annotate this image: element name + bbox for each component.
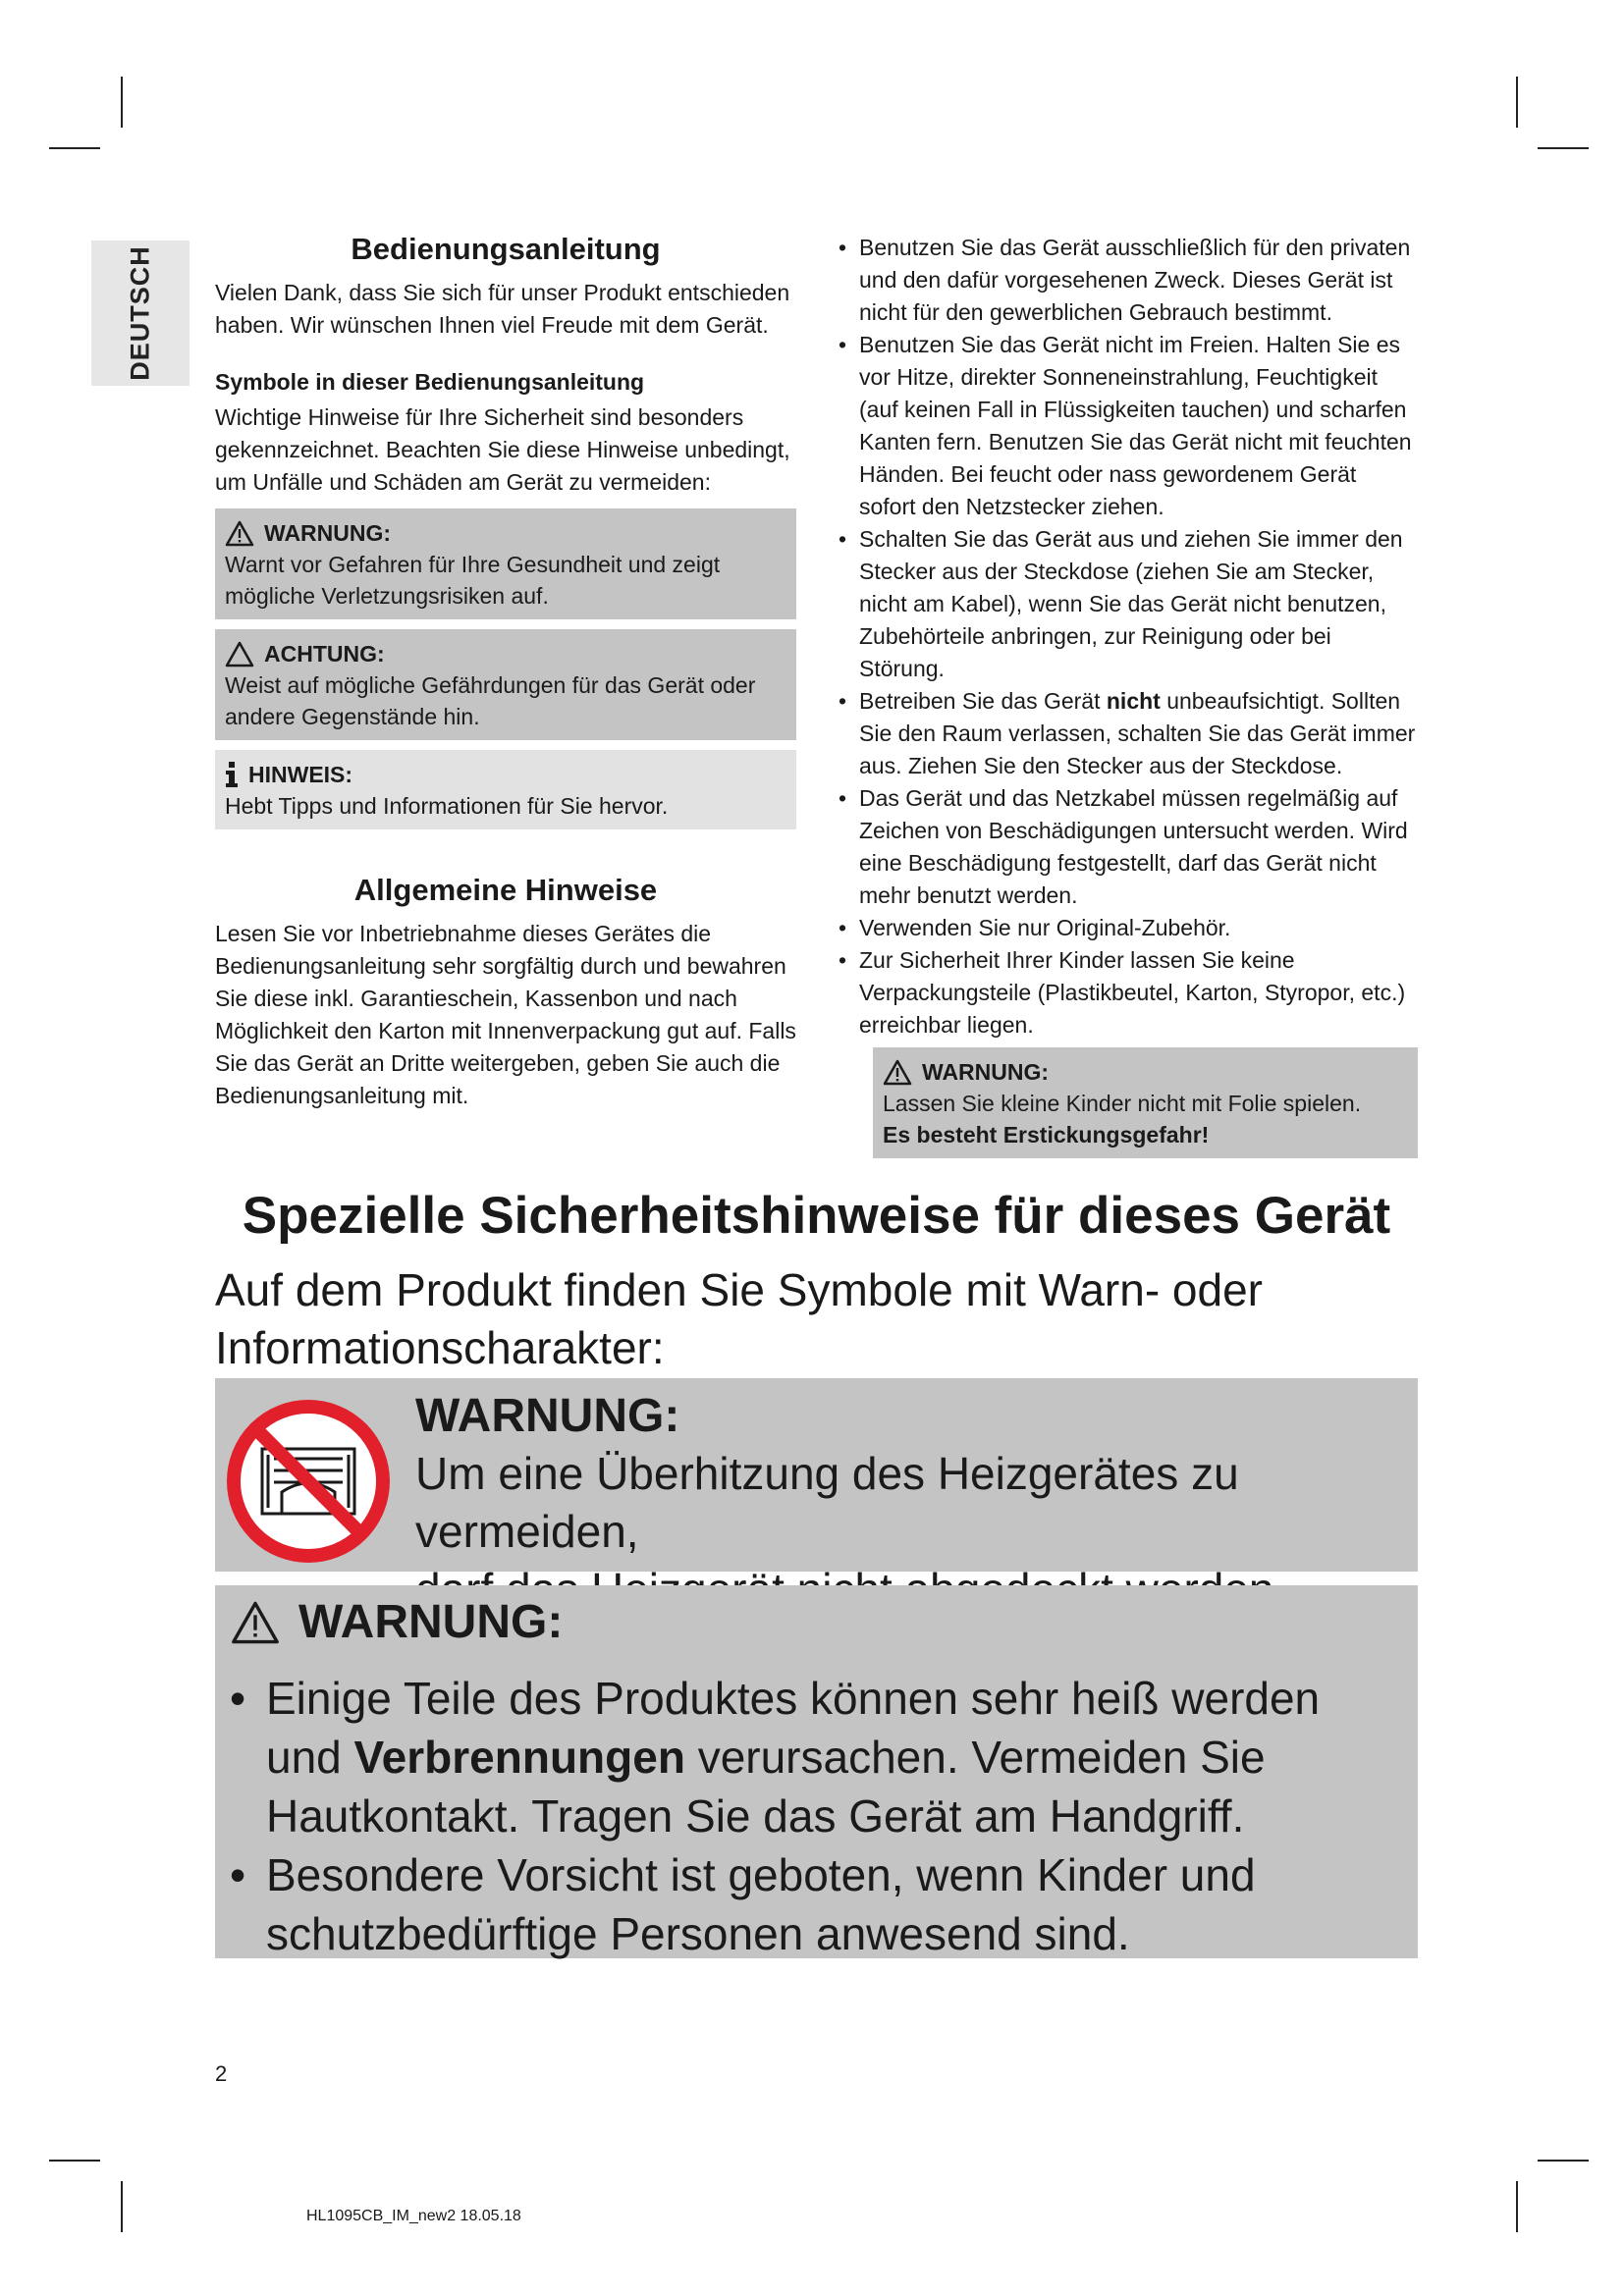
list-item: • Das Gerät und das Netzkabel müssen regelmäßig auf Zeichen von Beschädigungen untersucht werden. Wird eine Beschädigung festgestellt, darf das Gerät nicht mehr benutzt werden. (837, 782, 1418, 912)
special-safety-intro: Auf dem Produkt finden Sie Symbole mit Warn- oder Informationscharakter: (215, 1264, 1263, 1373)
cover-warning-box (215, 1378, 1418, 1572)
child-warning-label: WARNUNG: (922, 1059, 1050, 1085)
warnung-box (215, 508, 796, 619)
list-item: • Benutzen Sie das Gerät ausschließlich für den privaten und den dafür vorgesehenen Zweck. Dieses Gerät ist nicht für den gewerblichen Gebrauch bestimmt. (837, 232, 1418, 329)
list-item-text: verursachen. Vermeiden Sie Hautkontakt. Tragen Sie das Gerät am Handgriff. (266, 1732, 1266, 1842)
warnung-label: WARNUNG: (264, 520, 392, 546)
crop-mark (121, 2181, 123, 2232)
achtung-box (215, 629, 796, 740)
list-item-text: unbeaufsichtigt. Sollten Sie den Raum verlassen, schalten Sie das Gerät immer aus. Ziehen Sie den Stecker aus der Steckdose. (859, 688, 1416, 778)
list-item: • Verwenden Sie nur Original-Zubehör. (837, 912, 1418, 944)
hot-surface-warning-box (215, 1585, 1418, 1958)
warnung-text: Warnt vor Gefahren für Ihre Gesundheit und zeigt mögliche Verletzungsrisiken auf. (225, 552, 721, 609)
hot-surface-warning-label: WARNUNG: (298, 1596, 564, 1648)
language-tab (91, 240, 189, 386)
safety-bullet-list (837, 232, 1418, 1041)
list-item: • Benutzen Sie das Gerät nicht im Freien. Halten Sie es vor Hitze, direkter Sonneneinstrahlung, Feuchtigkeit (auf keinen Fall in Flüssigkeiten tauchen) und scharfen Kanten fern. Benutzen Sie das Gerät nicht mit feuchten Händen. Bei feucht oder nass gewordenem Gerät sofort den Netzstecker ziehen. (837, 329, 1418, 523)
crop-mark (1516, 77, 1518, 128)
cover-warning-label: WARNUNG: (415, 1390, 680, 1442)
hinweis-box (215, 750, 796, 829)
list-item (230, 1669, 1393, 1845)
cover-warning-line: Um eine Überhitzung des Heizgerätes zu vermeiden, (415, 1448, 1239, 1557)
hot-surface-bullet-list (230, 1669, 1393, 1963)
warning-triangle-icon (225, 520, 254, 547)
warning-triangle-icon (230, 1600, 281, 1645)
hinweis-label: HINWEIS: (248, 762, 353, 787)
do-not-cover-icon (225, 1398, 392, 1565)
list-item-text: Betreiben Sie das Gerät (859, 688, 1107, 714)
crop-mark (1538, 147, 1589, 149)
footer-code: HL1095CB_IM_new2 18.05.18 (306, 2208, 521, 2224)
hinweis-text: Hebt Tipps und Informationen für Sie hervor. (225, 793, 669, 819)
list-item: • Schalten Sie das Gerät aus und ziehen Sie immer den Stecker aus der Steckdose (ziehen Sie am Stecker, nicht am Kabel), wenn Sie das Gerät nicht benutzen, Zubehörteile anbringen, zur Reinigung oder bei Störung. (837, 523, 1418, 685)
right-column (837, 232, 1418, 1158)
crop-mark (1538, 2160, 1589, 2162)
left-column (215, 232, 796, 1112)
list-item-text: Einige Teile des Produktes können sehr heiß werden und (266, 1673, 1321, 1783)
symbols-heading: Symbole in dieser Bedienungsanleitung (215, 369, 645, 395)
child-warning-emphasis: Es besteht Erstickungsgefahr! (883, 1122, 1210, 1148)
achtung-label: ACHTUNG: (264, 641, 385, 667)
intro-text: Vielen Dank, dass Sie sich für unser Produkt entschieden haben. Wir wünschen Ihnen viel Freude mit dem Gerät. (215, 280, 790, 338)
page-number: 2 (215, 2061, 228, 2086)
crop-mark (1516, 2181, 1518, 2232)
crop-mark (49, 147, 100, 149)
achtung-text: Weist auf mögliche Gefährdungen für das Gerät oder andere Gegenstände hin. (225, 672, 756, 729)
child-warning-box (873, 1047, 1418, 1158)
symbols-text: Wichtige Hinweise für Ihre Sicherheit sind besonders gekennzeichnet. Beachten Sie diese Hinweise unbedingt, um Unfälle und Schäden am Gerät zu vermeiden: (215, 404, 790, 495)
child-warning-text: Lassen Sie kleine Kinder nicht mit Folie spielen. (883, 1091, 1362, 1116)
special-safety-title: Spezielle Sicherheitshinweise für dieses Gerät (242, 1187, 1391, 1245)
warning-triangle-icon (883, 1059, 912, 1086)
crop-mark (121, 77, 123, 128)
caution-triangle-icon (225, 641, 254, 667)
list-item-emphasis: Verbrennungen (353, 1732, 685, 1783)
list-item: • Besondere Vorsicht ist geboten, wenn Kinder und schutzbedürftige Personen anwesend sind. (230, 1845, 1393, 1963)
language-tab-label: DEUTSCH (125, 245, 155, 381)
manual-title: Bedienungsanleitung (351, 232, 661, 266)
list-item-emphasis: nicht (1106, 688, 1161, 714)
crop-mark (49, 2160, 100, 2162)
list-item (837, 685, 1418, 782)
general-text: Lesen Sie vor Inbetriebnahme dieses Gerätes die Bedienungsanleitung sehr sorgfältig durch und bewahren Sie diese inkl. Garantieschein, Kassenbon und nach Möglichkeit den Karton mit Innenverpackung gut auf. Falls Sie das Gerät an Dritte weitergeben, geben Sie auch die Bedienungsanleitung mit. (215, 921, 796, 1108)
list-item: • Zur Sicherheit Ihrer Kinder lassen Sie keine Verpackungsteile (Plastikbeutel, Karton, Styropor, etc.) erreichbar liegen. (837, 944, 1418, 1041)
general-title: Allgemeine Hinweise (353, 873, 658, 907)
info-icon (225, 762, 239, 787)
